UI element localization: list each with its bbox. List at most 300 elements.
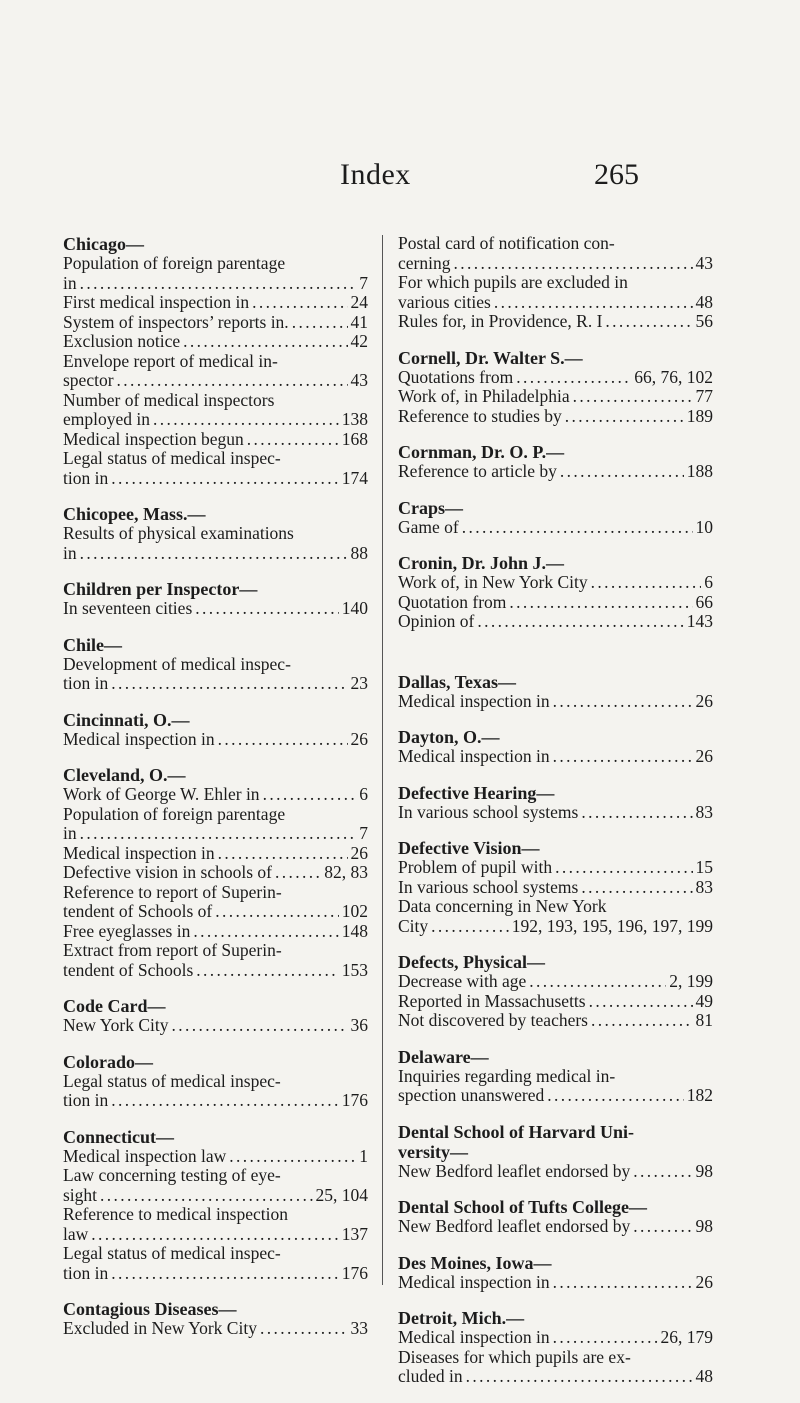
dot-leader <box>111 674 347 694</box>
entry-text: in <box>63 542 77 563</box>
entry-page-ref: 42 <box>350 331 368 351</box>
entry-text: Reference to report of Superin- <box>63 881 282 902</box>
entry-line <box>63 391 368 411</box>
entry-line <box>63 371 368 391</box>
entry-page-ref: 26 <box>695 1271 713 1292</box>
index-entry <box>63 1127 368 1284</box>
entry-line <box>63 1072 368 1092</box>
index-entry <box>63 1052 368 1111</box>
dot-leader <box>153 410 339 430</box>
dot-leader <box>263 785 357 805</box>
entry-text: spection unanswered <box>398 1085 545 1105</box>
entry-page-ref: 140 <box>341 598 368 618</box>
dot-leader <box>172 1016 348 1036</box>
entry-text: Work of, in Philadelphia <box>398 386 570 406</box>
entry-heading: Dayton, O.— <box>398 727 500 747</box>
entry-line <box>398 1367 713 1387</box>
entry-page-ref: 41 <box>350 311 368 332</box>
dot-leader <box>111 1264 339 1284</box>
entry-page-ref: 148 <box>341 920 368 941</box>
index-entry <box>63 710 368 750</box>
dot-leader <box>215 902 339 922</box>
dot-leader <box>591 1011 693 1031</box>
entry-text: In various school systems <box>398 801 579 822</box>
entry-page-ref: 102 <box>341 901 368 921</box>
entry-text: tendent of Schools of <box>63 901 213 921</box>
entry-line <box>63 1205 368 1225</box>
entry-line <box>398 858 713 878</box>
entry-heading: Cleveland, O.— <box>63 765 186 785</box>
dot-leader <box>516 368 631 388</box>
entry-text: Legal status of medical inspec- <box>63 1070 281 1091</box>
entry-heading: Detroit, Mich.— <box>398 1308 525 1328</box>
entry-page-ref: 66 <box>695 591 713 612</box>
dot-leader <box>553 747 693 767</box>
entry-line <box>398 803 713 823</box>
index-entry <box>63 234 368 488</box>
entry-line <box>63 410 368 430</box>
entry-text: Opinion of <box>398 611 475 631</box>
dot-leader <box>80 824 357 844</box>
entry-page-ref: 66, 76, 102 <box>634 366 713 387</box>
dot-leader <box>565 407 684 427</box>
entry-line <box>63 1225 368 1245</box>
entry-line <box>63 1244 368 1264</box>
dot-leader <box>275 863 321 883</box>
entry-heading: Craps— <box>398 497 464 518</box>
dot-leader <box>196 961 338 981</box>
dot-leader <box>633 1162 692 1182</box>
entry-text: In various school systems <box>398 876 579 897</box>
dot-leader <box>555 858 692 878</box>
entry-heading: Cornman, Dr. O. P.— <box>398 442 565 462</box>
index-entry <box>63 635 368 694</box>
column-divider <box>382 235 383 1285</box>
entry-text: Quotations from <box>398 366 514 387</box>
page-header <box>0 158 800 198</box>
entry-line <box>63 655 368 675</box>
dot-leader <box>591 573 702 593</box>
dot-leader <box>80 544 348 564</box>
entry-text: Number of medical inspectors <box>63 389 275 410</box>
entry-line <box>398 1162 713 1182</box>
entry-line <box>398 573 713 593</box>
entry-text: Medical inspection law <box>63 1145 227 1166</box>
entry-line <box>398 312 713 332</box>
entry-line <box>63 1166 368 1186</box>
entry-text: law <box>63 1223 89 1244</box>
index-entry <box>398 1253 713 1293</box>
index-entry <box>63 765 368 980</box>
entry-text: First medical inspection in <box>63 292 250 312</box>
entry-line <box>398 1067 713 1087</box>
entry-page-ref: 10 <box>695 516 713 537</box>
entry-page-ref: 36 <box>350 1015 368 1035</box>
index-entry <box>398 498 713 538</box>
entry-text: employed in <box>63 409 150 429</box>
entry-line <box>63 352 368 372</box>
entry-text: tion in <box>63 1090 109 1110</box>
entry-text: Postal card of notification con- <box>398 233 615 253</box>
entry-text: tion in <box>63 673 109 693</box>
entry-page-ref: 174 <box>341 467 368 488</box>
entry-text: Reported in Massachusetts <box>398 990 586 1011</box>
right-column <box>398 234 713 1403</box>
entry-line <box>63 902 368 922</box>
page-title: Index <box>340 158 411 191</box>
entry-line <box>398 897 713 917</box>
entry-heading: Dental School of Tufts College— <box>398 1197 648 1217</box>
entry-line <box>63 524 368 544</box>
entry-page-ref: 192, 193, 195, 196, 197, 199 <box>511 915 713 936</box>
entry-line <box>398 368 713 388</box>
dot-leader <box>453 254 692 274</box>
index-entry <box>398 1047 713 1106</box>
entry-line <box>398 1348 713 1368</box>
entry-text: Medical inspection in <box>398 746 550 766</box>
entry-page-ref: 43 <box>695 252 713 273</box>
entry-text: City <box>398 915 429 936</box>
entry-page-ref: 26 <box>350 842 368 863</box>
entry-page-ref: 23 <box>350 673 368 693</box>
index-entry <box>63 996 368 1036</box>
entry-line <box>63 449 368 469</box>
entry-line <box>63 805 368 825</box>
entry-page-ref: 24 <box>350 292 368 312</box>
entry-text: For which pupils are excluded in <box>398 272 628 292</box>
entry-page-ref: 189 <box>686 405 713 426</box>
entry-text: New York City <box>63 1015 169 1035</box>
entry-line <box>63 274 368 294</box>
entry-line <box>63 430 368 450</box>
entry-line <box>398 387 713 407</box>
entry-page-ref: 26, 179 <box>660 1327 713 1347</box>
entry-page-ref: 56 <box>695 311 713 331</box>
entry-line <box>398 273 713 293</box>
dot-leader <box>117 371 348 391</box>
entry-text: various cities <box>398 291 491 312</box>
entry-text: Population of foreign parentage <box>63 803 286 824</box>
entry-heading: Code Card— <box>63 996 166 1016</box>
entry-text: Extract from report of Superin- <box>63 940 282 960</box>
entry-line <box>63 1016 368 1036</box>
entry-page-ref: 33 <box>350 1318 368 1338</box>
entry-page-ref: 81 <box>695 1010 713 1030</box>
dot-leader <box>292 313 348 333</box>
dot-leader <box>183 332 347 352</box>
entry-line <box>398 992 713 1012</box>
entry-text: Decrease with age <box>398 971 527 991</box>
index-entry <box>398 727 713 767</box>
entry-line <box>63 313 368 333</box>
entry-text: Development of medical inspec- <box>63 653 291 674</box>
entry-line <box>398 747 713 767</box>
entry-text: Medical inspection in <box>398 1327 550 1347</box>
entry-heading: Dental School of Harvard Uni- <box>398 1121 634 1142</box>
index-entry <box>398 952 713 1031</box>
entry-page-ref: 26 <box>695 746 713 766</box>
entry-page-ref: 88 <box>350 542 368 563</box>
entry-heading: Delaware— <box>398 1046 489 1067</box>
entry-text: Results of physical examinations <box>63 523 294 543</box>
entry-text: Reference to article by <box>398 461 557 481</box>
entry-text: Medical inspection begun <box>63 428 244 449</box>
index-entry <box>398 553 713 632</box>
dot-leader <box>547 1086 683 1106</box>
dot-leader <box>529 972 666 992</box>
entry-line <box>63 544 368 564</box>
entry-page-ref: 77 <box>695 386 713 406</box>
entry-heading: Chile— <box>63 634 123 655</box>
entry-line <box>398 254 713 274</box>
entry-page-ref: 153 <box>341 959 368 980</box>
entry-page-ref: 6 <box>704 572 713 592</box>
entry-page-ref: 168 <box>341 428 368 449</box>
entry-line <box>63 844 368 864</box>
entry-line <box>398 593 713 613</box>
dot-leader <box>553 1328 658 1348</box>
dot-leader <box>560 462 684 482</box>
entry-text: Free eyeglasses in <box>63 920 191 941</box>
entry-text: Medical inspection in <box>398 1271 550 1292</box>
entry-text: New Bedford leaflet endorsed by <box>398 1216 631 1236</box>
entry-page-ref: 83 <box>695 876 713 897</box>
dot-leader <box>605 312 692 332</box>
entry-text: in <box>63 823 77 843</box>
dot-leader <box>218 844 348 864</box>
entry-page-ref: 176 <box>341 1090 368 1110</box>
dot-leader <box>111 469 339 489</box>
entry-text: sight <box>63 1184 98 1205</box>
index-entry <box>398 1197 713 1237</box>
entry-line <box>398 1328 713 1348</box>
index-entry <box>398 442 713 482</box>
entry-page-ref: 49 <box>695 990 713 1011</box>
entry-page-ref: 83 <box>695 801 713 822</box>
entry-text: Legal status of medical inspec- <box>63 448 281 468</box>
entry-line <box>398 518 713 538</box>
entry-line <box>398 612 713 632</box>
dot-leader <box>218 730 348 750</box>
entry-line <box>398 1086 713 1106</box>
entry-text: Game of <box>398 516 459 537</box>
entry-page-ref: 176 <box>341 1262 368 1283</box>
entry-page-ref: 82, 83 <box>324 862 368 882</box>
entry-heading: Connecticut— <box>63 1126 174 1147</box>
entry-text: Data concerning in New York <box>398 896 607 916</box>
entry-heading: Children per Inspector— <box>63 579 258 599</box>
dot-leader <box>466 1367 693 1387</box>
entry-heading: Cronin, Dr. John J.— <box>398 553 565 573</box>
entry-text: tion in <box>63 467 109 488</box>
entry-line <box>63 293 368 313</box>
entry-line <box>398 293 713 313</box>
entry-line <box>63 922 368 942</box>
entry-page-ref: 26 <box>695 690 713 711</box>
dot-leader <box>91 1225 338 1245</box>
entry-page-ref: 26 <box>350 728 368 749</box>
entry-line <box>63 785 368 805</box>
dot-leader <box>252 293 347 313</box>
entry-line <box>398 917 713 937</box>
index-entry <box>398 838 713 936</box>
entry-heading: Chicago— <box>63 234 144 254</box>
dot-leader <box>195 599 338 619</box>
entry-text: In seventeen cities <box>63 598 193 618</box>
dot-leader <box>229 1147 356 1167</box>
entry-text: Defective vision in schools of <box>63 862 272 882</box>
entry-text: Reference to medical inspection <box>63 1204 288 1224</box>
entry-page-ref: 138 <box>341 409 368 429</box>
dot-leader <box>431 917 509 937</box>
dot-leader <box>462 518 693 538</box>
dot-leader <box>100 1186 312 1206</box>
entry-heading: Defects, Physical— <box>398 952 545 972</box>
entry-line <box>63 1147 368 1167</box>
entry-heading-continued: versity— <box>398 1141 468 1162</box>
entry-text: cluded in <box>398 1366 463 1386</box>
entry-page-ref: 143 <box>686 611 713 631</box>
dot-leader <box>80 274 357 294</box>
entry-heading: Chicopee, Mass.— <box>63 504 206 524</box>
dot-leader <box>260 1319 348 1339</box>
entry-text: New Bedford leaflet endorsed by <box>398 1160 631 1181</box>
entry-text: Diseases for which pupils are ex- <box>398 1346 631 1367</box>
dot-leader <box>494 293 693 313</box>
entry-line <box>63 824 368 844</box>
entry-line <box>63 863 368 883</box>
entry-heading: Contagious Diseases— <box>63 1299 237 1319</box>
dot-leader <box>193 922 338 942</box>
entry-page-ref: 25, 104 <box>315 1184 368 1205</box>
entry-line <box>63 1091 368 1111</box>
entry-text: cerning <box>398 252 451 273</box>
entry-heading: Cornell, Dr. Walter S.— <box>398 347 583 368</box>
entry-page-ref: 1 <box>359 1145 368 1166</box>
entry-line <box>63 941 368 961</box>
index-entry <box>398 783 713 823</box>
entry-line <box>398 972 713 992</box>
entry-page-ref: 15 <box>695 857 713 877</box>
entry-line <box>398 692 713 712</box>
dot-leader <box>477 612 683 632</box>
entry-line <box>63 883 368 903</box>
entry-text: Population of foreign parentage <box>63 253 286 273</box>
entry-line <box>63 1264 368 1284</box>
entry-line <box>63 1319 368 1339</box>
left-column <box>63 234 368 1355</box>
entry-text: Rules for, in Providence, R. I <box>398 311 603 331</box>
index-entry <box>63 504 368 563</box>
index-entry <box>398 348 713 427</box>
index-entry <box>398 1122 713 1182</box>
entry-line <box>398 234 713 254</box>
dot-leader <box>573 387 693 407</box>
entry-page-ref: 98 <box>695 1160 713 1181</box>
entry-line <box>398 878 713 898</box>
entry-page-ref: 48 <box>695 1366 713 1386</box>
index-entry <box>398 234 713 332</box>
dot-leader <box>581 803 692 823</box>
entry-text: Medical inspection in <box>63 728 215 749</box>
entry-text: Reference to studies by <box>398 405 562 426</box>
entry-heading: Cincinnati, O.— <box>63 709 190 730</box>
dot-leader <box>589 992 693 1012</box>
entry-heading: Des Moines, Iowa— <box>398 1252 552 1273</box>
entry-text: Medical inspection in <box>398 690 550 711</box>
entry-heading: Colorado— <box>63 1051 153 1072</box>
entry-text: Not discovered by teachers <box>398 1010 588 1030</box>
index-entry <box>398 1308 713 1387</box>
entry-page-ref: 98 <box>695 1216 713 1236</box>
dot-leader <box>581 878 692 898</box>
entry-text: Excluded in New York City <box>63 1318 257 1338</box>
entry-text: Medical inspection in <box>63 842 215 863</box>
entry-line <box>63 599 368 619</box>
entry-page-ref: 182 <box>686 1085 713 1105</box>
entry-page-ref: 137 <box>341 1223 368 1244</box>
dot-leader <box>247 430 339 450</box>
page-number: 265 <box>594 158 639 191</box>
index-entry <box>398 672 713 712</box>
entry-page-ref: 188 <box>686 461 713 481</box>
entry-text: Work of George W. Ehler in <box>63 784 260 804</box>
entry-page-ref: 2, 199 <box>669 971 713 991</box>
entry-line <box>398 1217 713 1237</box>
entry-text: Envelope report of medical in- <box>63 350 278 371</box>
entry-line <box>63 1186 368 1206</box>
entry-text: Exclusion notice <box>63 331 181 351</box>
dot-leader <box>633 1217 692 1237</box>
entry-text: tendent of Schools <box>63 959 194 980</box>
entry-page-ref: 6 <box>359 784 368 804</box>
entry-line <box>63 332 368 352</box>
entry-page-ref: 7 <box>359 272 368 293</box>
entry-text: in <box>63 272 77 293</box>
dot-leader <box>111 1091 339 1111</box>
entry-line <box>63 469 368 489</box>
dot-leader <box>553 692 693 712</box>
entry-line <box>398 462 713 482</box>
entry-text: System of inspectors’ reports in. <box>63 311 289 332</box>
entry-heading: Defective Vision— <box>398 838 540 858</box>
dot-leader <box>553 1273 693 1293</box>
entry-text: tion in <box>63 1262 109 1283</box>
entry-text: Problem of pupil with <box>398 857 553 877</box>
entry-text: Legal status of medical inspec- <box>63 1243 281 1263</box>
entry-text: Law concerning testing of eye- <box>63 1165 281 1185</box>
entry-text: spector <box>63 370 114 390</box>
entry-page-ref: 48 <box>695 291 713 312</box>
entry-line <box>398 407 713 427</box>
entry-line <box>398 1273 713 1293</box>
entry-page-ref: 43 <box>350 370 368 390</box>
dot-leader <box>509 593 692 613</box>
index-entry <box>63 579 368 619</box>
entry-text: Work of, in New York City <box>398 572 588 592</box>
index-entry <box>63 1299 368 1339</box>
entry-line <box>63 254 368 274</box>
entry-line <box>63 730 368 750</box>
entry-line <box>63 674 368 694</box>
entry-page-ref: 7 <box>359 823 368 843</box>
entry-text: Quotation from <box>398 591 507 612</box>
entry-text: Inquiries regarding medical in- <box>398 1065 616 1086</box>
entry-line <box>63 961 368 981</box>
entry-heading: Defective Hearing— <box>398 782 555 803</box>
entry-heading: Dallas, Texas— <box>398 671 517 692</box>
entry-line <box>398 1011 713 1031</box>
